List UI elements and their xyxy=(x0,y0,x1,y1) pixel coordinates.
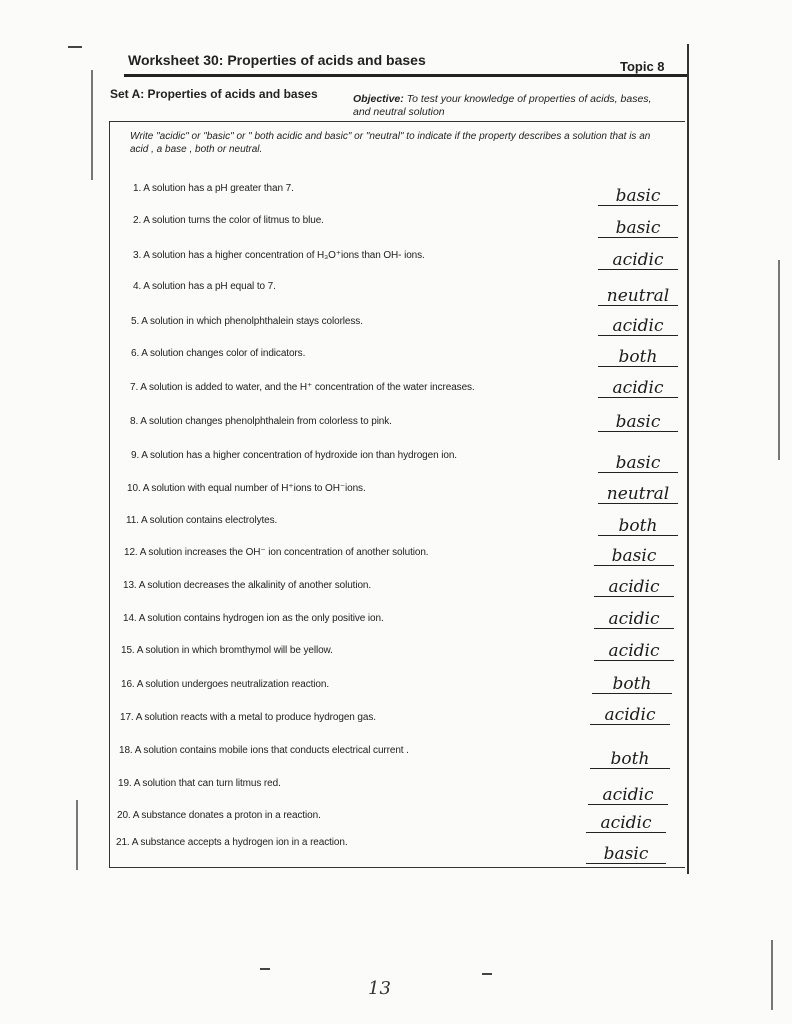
answer-field[interactable]: neutral xyxy=(598,485,678,504)
question-text: 2. A solution turns the color of litmus to blue. xyxy=(133,215,324,226)
question-text: 11. A solution contains electrolytes. xyxy=(126,515,278,526)
answer-field[interactable]: basic xyxy=(594,547,674,566)
question-text: 5. A solution in which phenolphthalein stays colorless. xyxy=(131,316,363,327)
answer-field[interactable]: acidic xyxy=(586,814,666,833)
answer-field[interactable]: basic xyxy=(598,219,678,238)
question-text: 8. A solution changes phenolphthalein from colorless to pink. xyxy=(130,416,392,427)
answer-field[interactable]: acidic xyxy=(590,706,670,725)
scan-edge-line xyxy=(91,70,93,180)
header-rule xyxy=(124,74,687,77)
answer-field[interactable]: acidic xyxy=(594,610,674,629)
objective-text: To test your knowledge of properties of acids, bases, and neutral solution xyxy=(353,93,652,118)
answer-field[interactable]: acidic xyxy=(588,786,668,805)
question-text: 9. A solution has a higher concentration of hydroxide ion than hydrogen ion. xyxy=(131,450,457,461)
answer-field[interactable]: both xyxy=(590,750,670,769)
scan-mark xyxy=(260,968,270,970)
objective-label: Objective: xyxy=(353,93,404,105)
scan-mark xyxy=(482,973,492,975)
scan-edge-line xyxy=(778,260,780,460)
question-text: 14. A solution contains hydrogen ion as the only positive ion. xyxy=(123,613,384,624)
question-text: 3. A solution has a higher concentration of H₃O⁺ions than OH- ions. xyxy=(133,250,425,261)
question-text: 17. A solution reacts with a metal to produce hydrogen gas. xyxy=(120,712,376,723)
question-text: 18. A solution contains mobile ions that conducts electrical current . xyxy=(119,745,409,756)
question-text: 21. A substance accepts a hydrogen ion in a reaction. xyxy=(116,837,348,848)
answer-field[interactable]: acidic xyxy=(598,317,678,336)
instructions: Write "acidic" or "basic" or " both acidic and basic" or "neutral" to indicate if the property describes a solution that is an acid , a base , both or neutral. xyxy=(130,131,651,155)
question-text: 13. A solution decreases the alkalinity of another solution. xyxy=(123,580,372,591)
question-text: 15. A solution in which bromthymol will be yellow. xyxy=(121,645,333,656)
question-text: 20. A substance donates a proton in a reaction. xyxy=(117,810,321,821)
topic-label: Topic 8 xyxy=(620,59,665,74)
question-text: 7. A solution is added to water, and the H⁺ concentration of the water increases. xyxy=(130,382,475,393)
answer-field[interactable]: both xyxy=(598,348,678,367)
question-text: 10. A solution with equal number of H⁺ions to OH⁻ions. xyxy=(127,483,366,494)
question-text: 19. A solution that can turn litmus red. xyxy=(118,778,281,789)
answer-field[interactable]: basic xyxy=(598,454,678,473)
answer-field[interactable]: acidic xyxy=(594,642,674,661)
set-title: Set A: Properties of acids and bases xyxy=(110,87,318,101)
worksheet-title: Worksheet 30: Properties of acids and bases xyxy=(128,52,426,68)
scan-edge-line xyxy=(771,940,773,1010)
scan-edge-line xyxy=(76,800,78,870)
answer-field[interactable]: basic xyxy=(598,413,678,432)
page-number: 13 xyxy=(368,978,391,999)
objective xyxy=(353,93,653,119)
answer-field[interactable]: acidic xyxy=(598,379,678,398)
answer-field[interactable]: both xyxy=(598,517,678,536)
question-text: 16. A solution undergoes neutralization reaction. xyxy=(121,679,330,690)
answer-field[interactable]: neutral xyxy=(598,287,678,306)
question-text: 6. A solution changes color of indicators. xyxy=(131,348,306,359)
right-margin-rule xyxy=(687,44,689,874)
scan-mark xyxy=(68,46,82,48)
question-text: 1. A solution has a pH greater than 7. xyxy=(133,183,294,194)
answer-field[interactable]: acidic xyxy=(594,578,674,597)
question-text: 4. A solution has a pH equal to 7. xyxy=(133,281,276,292)
answer-field[interactable]: basic xyxy=(586,845,666,864)
answer-field[interactable]: both xyxy=(592,675,672,694)
answer-field[interactable]: acidic xyxy=(598,251,678,270)
answer-field[interactable]: basic xyxy=(598,187,678,206)
question-text: 12. A solution increases the OH⁻ ion concentration of another solution. xyxy=(124,547,429,558)
